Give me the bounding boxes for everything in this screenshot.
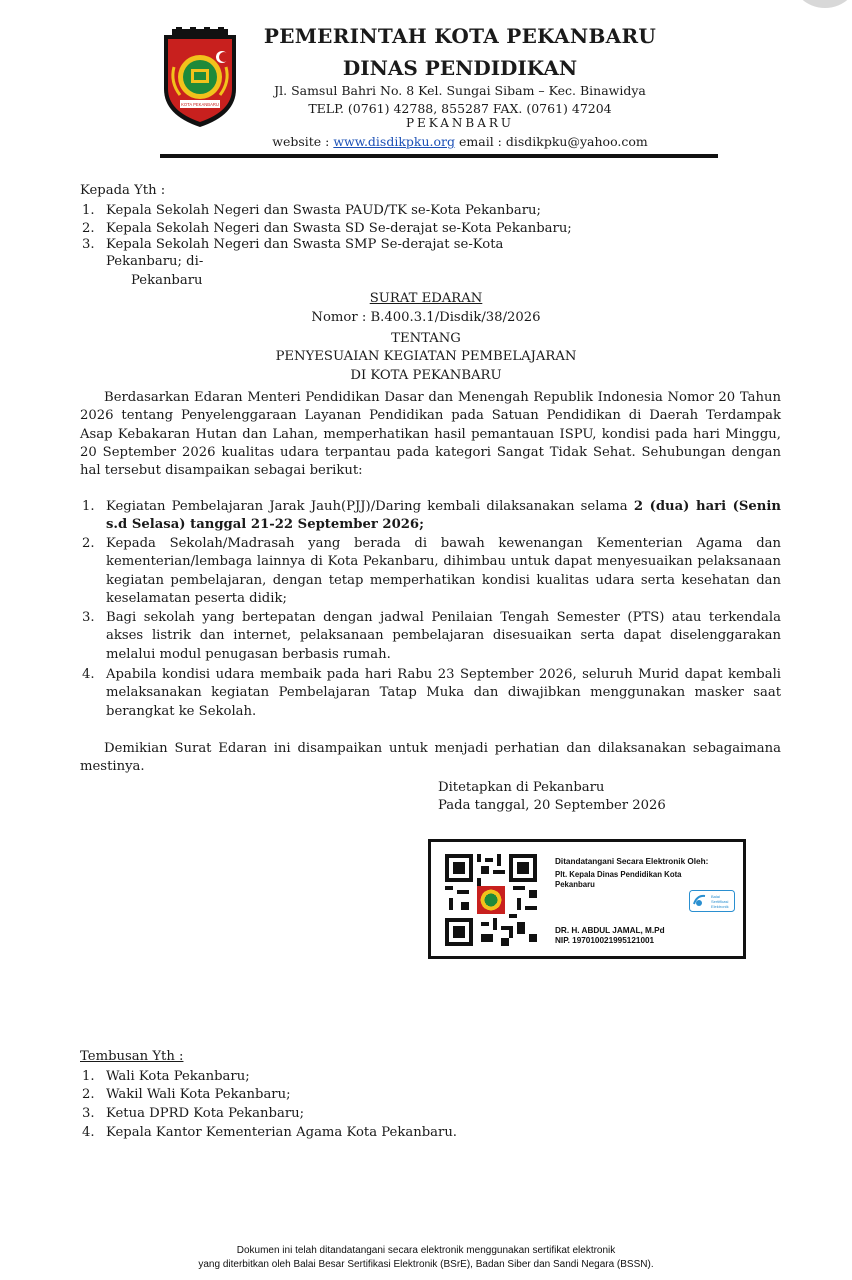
recipient-item: Kepala Sekolah Negeri dan Swasta SD Se-derajat se-Kota Pekanbaru; xyxy=(106,221,572,236)
list-marker: 3. xyxy=(82,610,95,625)
header-government: PEMERINTAH KOTA PEKANBARU xyxy=(263,24,657,48)
website-link[interactable]: www.disdikpku.org xyxy=(333,134,456,149)
recipient-item: Kepala Sekolah Negeri dan Swasta SMP Se-derajat se-Kota xyxy=(106,237,504,252)
cc-item: Ketua DPRD Kota Pekanbaru; xyxy=(106,1106,305,1121)
cc-item: Wali Kota Pekanbaru; xyxy=(106,1069,250,1084)
intro-paragraph: Berdasarkan Edaran Menteri Pendidikan Dasar dan Menengah Republik Indonesia Nomor 20 Tahun 2026 tentang Penyelenggaraan Layanan Pendidikan pada Satuan Pendidikan di Daerah Terdampak Asap Kebakaran Hutan dan Lahan, memperhatikan hasil pemantauan ISPU, kondisi pada hari Minggu, 20 September 2026 kualitas udara terpantau pada kategori Sangat Tidak Sehat. Sehubungan dengan hal tersebut disampaikan sebagai berikut: xyxy=(80,390,781,479)
signer-nip: NIP. 197010021995121001 xyxy=(555,936,655,945)
electronic-signature-box xyxy=(428,839,746,959)
recipient-place: Pekanbaru xyxy=(131,273,203,288)
closing-paragraph: Demikian Surat Edaran ini disampaikan untuk menjadi perhatian dan dilaksanakan sebagaimana mestinya. xyxy=(80,741,781,775)
bsre-logo-text-1: Balai xyxy=(711,894,720,899)
cc-item: Wakil Wali Kota Pekanbaru; xyxy=(106,1087,291,1102)
list-marker: 1. xyxy=(82,499,95,514)
list-marker: 3. xyxy=(82,237,95,252)
footer-line-2: yang diterbitkan oleh Balai Besar Sertifikasi Elektronik (BSrE), Badan Siber dan Sandi Negara (BSSN). xyxy=(198,1259,654,1270)
point-1 xyxy=(106,498,781,535)
footer-line-1: Dokumen ini telah ditandatangani secara elektronik menggunakan sertifikat elektronik xyxy=(236,1245,616,1256)
point-1-text: Kegiatan Pembelajaran Jarak Jauh(PJJ)/Daring kembali dilaksanakan selama xyxy=(106,499,634,514)
list-marker: 1. xyxy=(82,203,95,218)
bsre-logo xyxy=(689,890,735,912)
signature-date: Pada tanggal, 20 September 2026 xyxy=(438,798,666,813)
list-marker: 3. xyxy=(82,1106,95,1121)
esign-role-1: Plt. Kepala Dinas Pendidikan Kota xyxy=(555,870,682,879)
bsre-logo-text-2: Sertifikasi xyxy=(711,899,729,904)
esign-role-2: Pekanbaru xyxy=(555,880,595,889)
city-emblem-logo xyxy=(160,27,240,129)
point-2: Kepada Sekolah/Madrasah yang berada di bawah kewenangan Kementerian Agama dan kementerian/lembaga lainnya di Kota Pekanbaru, dihimbau untuk dapat menyesuaikan pelaksanaan kegiatan pembelajaran, dengan tetap memperhatikan kondisi kualitas udara serta kesehatan dan keselamatan peserta didik; xyxy=(106,536,781,606)
point-3: Bagi sekolah yang bertepatan dengan jadwal Penilaian Tengah Semester (PTS) atau terkendala akses listrik dan internet, pelaksanaan pembelajaran disesuaikan serta dapat diselenggarakan melalui modul penugasan berbasis rumah. xyxy=(106,610,781,662)
list-marker: 2. xyxy=(82,536,95,551)
signature-place: Ditetapkan di Pekanbaru xyxy=(438,780,605,795)
qr-code-icon xyxy=(445,854,537,946)
header-divider xyxy=(160,154,718,158)
esign-title: Ditandatangani Secara Elektronik Oleh: xyxy=(555,857,709,866)
list-marker: 4. xyxy=(82,1125,95,1140)
header-phone: TELP. (0761) 42788, 855287 FAX. (0761) 47204 xyxy=(308,101,612,116)
recipient-item-continued: Pekanbaru; di- xyxy=(106,254,204,269)
recipient-item: Kepala Sekolah Negeri dan Swasta PAUD/TK se-Kota Pekanbaru; xyxy=(106,203,541,218)
header-city: PEKANBARU xyxy=(405,116,515,130)
corner-shade xyxy=(790,0,852,8)
header-department: DINAS PENDIDIKAN xyxy=(342,56,578,80)
header-contact xyxy=(250,134,670,149)
point-4: Apabila kondisi udara membaik pada hari Rabu 23 September 2026, seluruh Murid dapat kembali melaksanakan kegiatan Pembelajaran Tatap Muka dan diwajibkan menggunakan masker saat berangkat ke Sekolah. xyxy=(106,667,781,719)
list-marker: 4. xyxy=(82,667,95,682)
letter-number: Nomor : B.400.3.1/Disdik/38/2026 xyxy=(311,310,541,325)
header-address: Jl. Samsul Bahri No. 8 Kel. Sungai Sibam – Kec. Binawidya xyxy=(274,83,646,98)
bsre-logo-text-3: Elektronik xyxy=(711,904,729,909)
recipients-intro: Kepada Yth : xyxy=(80,183,166,198)
email-text: email : disdikpku@yahoo.com xyxy=(455,134,648,149)
cc-heading: Tembusan Yth : xyxy=(80,1049,184,1064)
cc-item: Kepala Kantor Kementerian Agama Kota Pekanbaru. xyxy=(106,1125,457,1140)
letter-tentang: TENTANG xyxy=(391,331,461,346)
letter-subject-2: DI KOTA PEKANBARU xyxy=(350,368,502,383)
list-marker: 1. xyxy=(82,1069,95,1084)
letter-heading: SURAT EDARAN xyxy=(369,291,483,306)
list-marker: 2. xyxy=(82,221,95,236)
website-prefix: website : xyxy=(272,134,334,149)
letter-subject-1: PENYESUAIAN KEGIATAN PEMBELAJARAN xyxy=(275,349,577,364)
signer-name: DR. H. ABDUL JAMAL, M.Pd xyxy=(555,926,665,935)
logo-banner-text: KOTA PEKANBARU xyxy=(181,102,219,107)
list-marker: 2. xyxy=(82,1087,95,1102)
point-1-bold-text: 2 (dua) hari (Senin s.d Selasa) tanggal 21-22 September 2026; xyxy=(106,499,781,533)
